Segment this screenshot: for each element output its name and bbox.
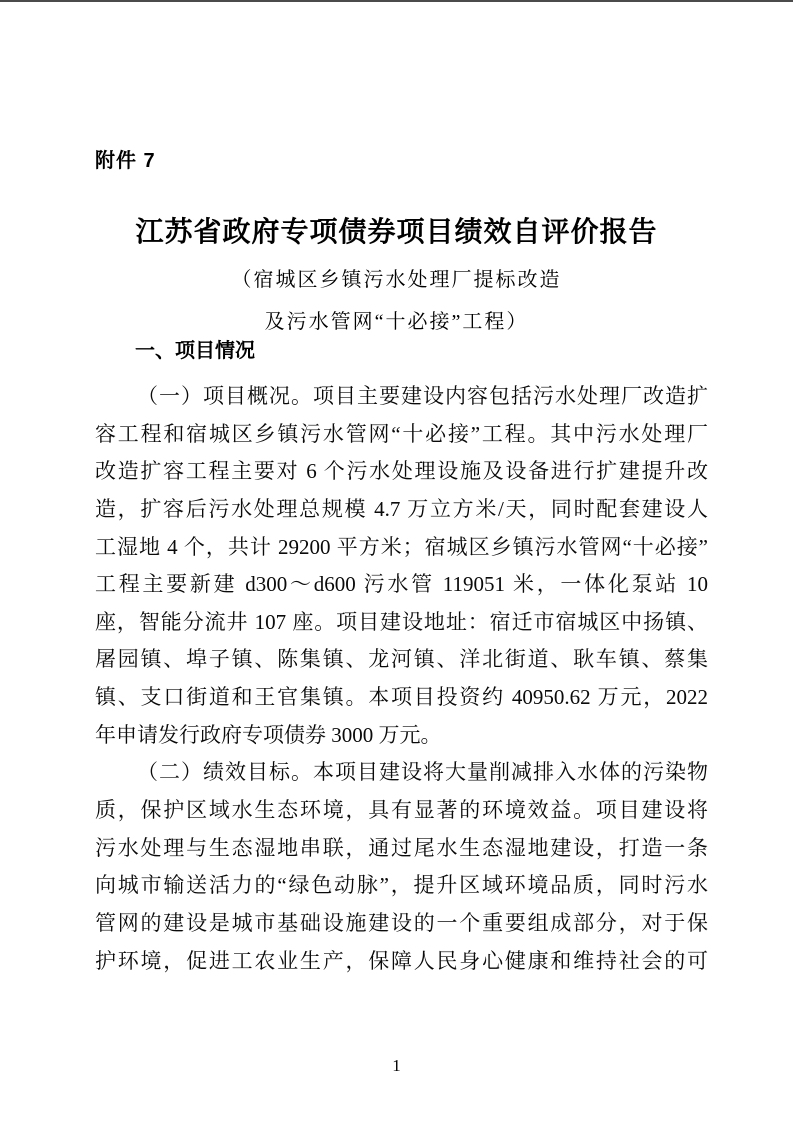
paragraph-line: 向城市输送活力的“绿色动脉”，提升区域环境品质，同时污水 <box>95 873 708 898</box>
paragraph <box>95 378 708 754</box>
paragraph-line: 工湿地 4 个，共计 29200 平方米；宿城区乡镇污水管网“十必接” <box>95 534 708 559</box>
paragraph-line: 工程主要新建 d300～d600 污水管 119051 米，一体化泵站 10 <box>95 572 708 597</box>
paragraph-line: 管网的建设是城市基础设施建设的一个重要组成部分，对于保 <box>95 910 708 935</box>
document-body <box>95 336 708 980</box>
subtitle-line: （宿城区乡镇污水处理厂提标改造 <box>231 269 562 291</box>
paragraph-line: （一）项目概况。项目主要建设内容包括污水处理厂改造扩 <box>137 384 708 408</box>
section-heading: 一、项目情况 <box>135 340 255 362</box>
report-title: 江苏省政府专项债券项目绩效自评价报告 <box>135 217 658 248</box>
paragraph-line: 容工程和宿城区乡镇污水管网“十必接”工程。其中污水处理厂 <box>95 421 708 446</box>
subtitle-line: 及污水管网“十必接”工程） <box>264 311 529 333</box>
attachment-label: 附件 7 <box>95 150 156 172</box>
paragraph-line: 护环境，促进工农业生产，保障人民身心健康和维持社会的可 <box>95 948 708 973</box>
paragraph-line: （二）绩效目标。本项目建设将大量削减排入水体的污染物 <box>137 760 708 785</box>
paragraph-line: 污水处理与生态湿地串联，通过尾水生态湿地建设，打造一条 <box>95 835 708 860</box>
paragraph-line: 座，智能分流井 107 座。项目建设地址：宿迁市宿城区中扬镇、 <box>95 609 708 634</box>
paragraph-line: 造，扩容后污水处理总规模 4.7 万立方米/天，同时配套建设人 <box>95 496 708 521</box>
paragraph-line: 质，保护区域水生态环境，具有显著的环境效益。项目建设将 <box>95 798 708 823</box>
paragraph-line: 改造扩容工程主要对 6 个污水处理设施及设备进行扩建提升改 <box>95 459 708 484</box>
report-subtitle <box>0 259 793 343</box>
page-number: 1 <box>392 1056 401 1075</box>
paragraph-line: 年申请发行政府专项债券 3000 万元。 <box>95 722 442 747</box>
paragraph-line: 镇、支口街道和王官集镇。本项目投资约 40950.62 万元，2022 <box>95 685 708 710</box>
paragraph-line: 屠园镇、埠子镇、陈集镇、龙河镇、洋北街道、耿车镇、蔡集 <box>95 647 708 672</box>
paragraph <box>95 754 708 980</box>
